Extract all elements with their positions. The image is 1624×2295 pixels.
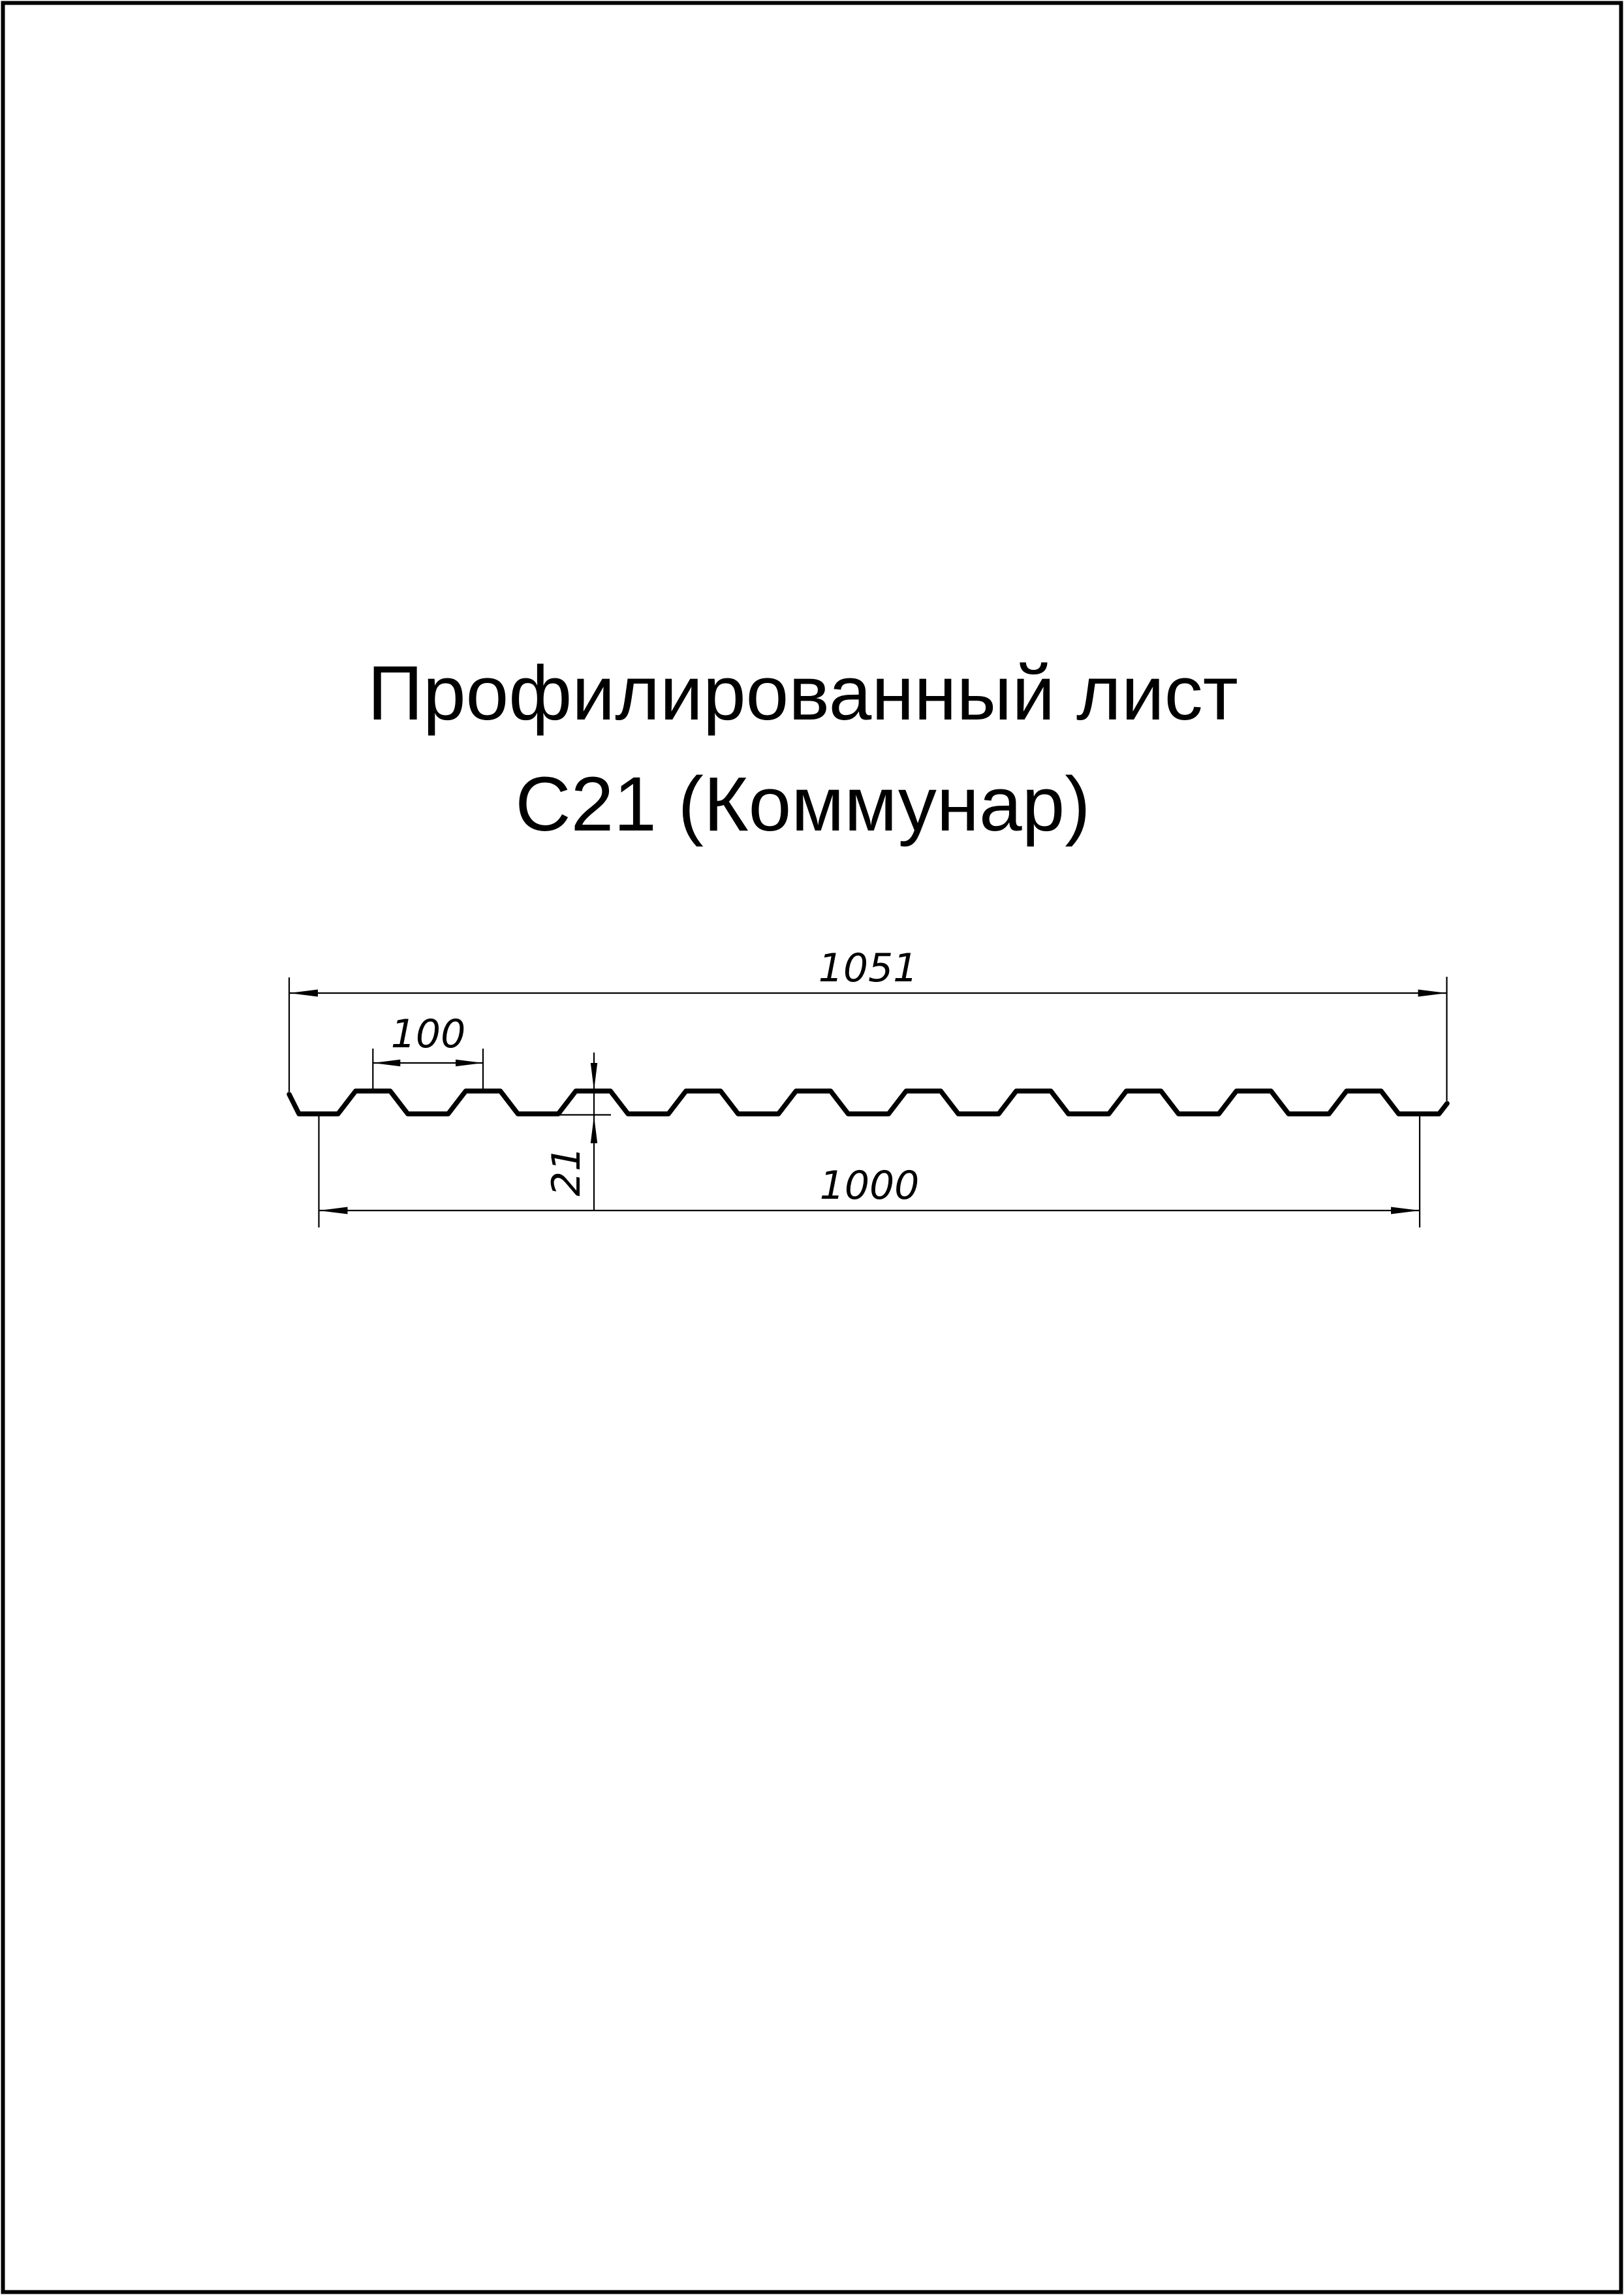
arrowhead-right xyxy=(1418,990,1447,997)
dimension-rib-pitch xyxy=(373,1011,483,1089)
dimension-useful-width xyxy=(319,1115,1420,1227)
sheet-profile-outline xyxy=(289,1091,1447,1114)
dimension-profile-height xyxy=(544,1053,611,1210)
arrowhead-right xyxy=(1391,1207,1420,1214)
page-title-line2: С21 (Коммунар) xyxy=(515,761,1091,847)
arrowhead-left xyxy=(373,1060,400,1066)
arrowhead-up xyxy=(591,1116,597,1143)
arrowhead-left xyxy=(319,1207,348,1214)
arrowhead-left xyxy=(289,990,318,997)
arrowhead-right xyxy=(456,1060,483,1066)
dim-label-overall-width: 1051 xyxy=(818,945,918,991)
page-border xyxy=(3,3,1621,2292)
arrowhead-down xyxy=(591,1063,597,1090)
page-title-line1: Профилированный лист xyxy=(367,650,1238,736)
dim-label-profile-height: 21 xyxy=(544,1146,589,1197)
dim-label-rib-pitch: 100 xyxy=(390,1011,466,1057)
dim-label-useful-width: 1000 xyxy=(819,1163,920,1209)
